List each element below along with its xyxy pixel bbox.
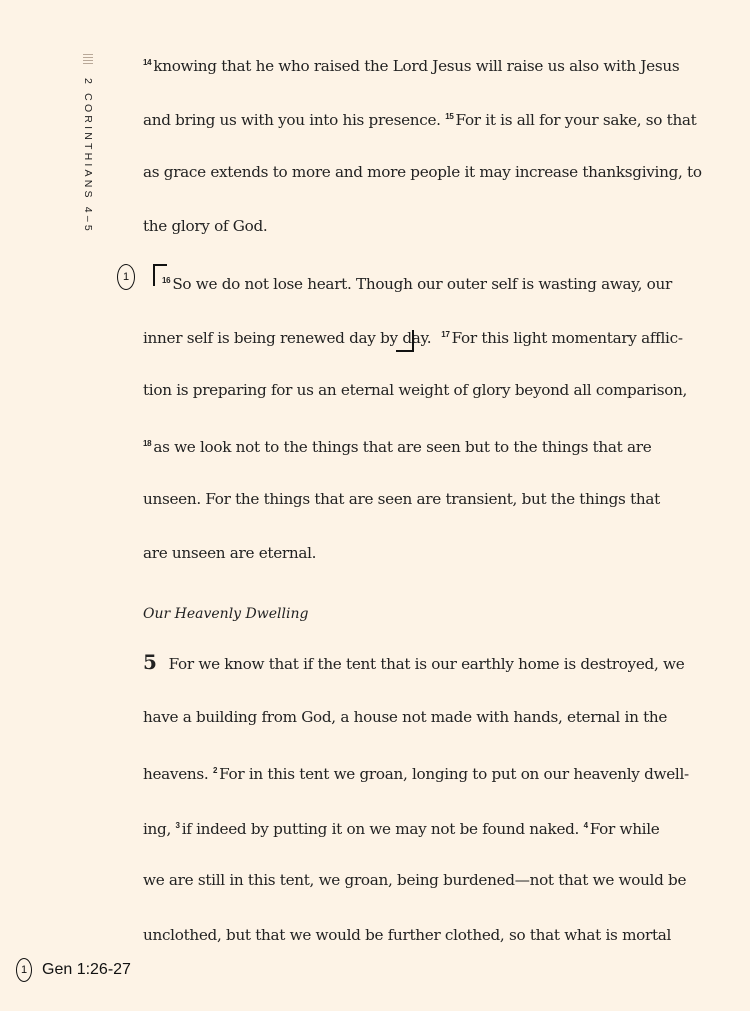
annotation-note-marker: 1 bbox=[16, 958, 32, 982]
text-line bbox=[143, 105, 697, 129]
text-line bbox=[162, 269, 672, 293]
verse-text: For it is all for your sake, so that bbox=[455, 111, 697, 129]
text-line bbox=[143, 487, 660, 511]
menu-icon[interactable] bbox=[83, 54, 93, 64]
chapter-number: 5 bbox=[143, 650, 157, 674]
verse-text: ing, bbox=[143, 820, 176, 838]
text-line bbox=[143, 432, 651, 456]
verse-number: 17 bbox=[441, 330, 450, 339]
text-line bbox=[143, 923, 672, 947]
verse-number: 18 bbox=[143, 439, 152, 448]
text-line bbox=[143, 160, 702, 184]
text-line bbox=[143, 868, 687, 892]
verse-number: 3 bbox=[175, 821, 180, 830]
verse-text: and bring us with you into his presence. bbox=[143, 111, 446, 129]
verse-text: as we look not to the things that are seen but to the things that are bbox=[153, 438, 652, 456]
verse-number: 4 bbox=[583, 821, 588, 830]
verse-text: For we know that if the tent that is our earthly home is destroyed, we bbox=[168, 655, 685, 673]
verse-text: if indeed by putting it on we may not be found naked. bbox=[181, 820, 584, 838]
verse-text: unclothed, but that we would be further clothed, so that what is mortal bbox=[143, 926, 672, 944]
text-line bbox=[143, 51, 680, 75]
running-head: 2 CORINTHIANS 4–5 bbox=[82, 78, 94, 234]
section-heading: Our Heavenly Dwelling bbox=[143, 606, 309, 622]
verse-text: the glory of God. bbox=[143, 217, 268, 235]
annotation-note-text: Gen 1:26-27 bbox=[42, 961, 131, 978]
verse-number: 16 bbox=[162, 276, 171, 285]
verse-text: heavens. bbox=[143, 765, 213, 783]
sidebar bbox=[80, 54, 96, 234]
annotation-marker[interactable]: 1 bbox=[117, 264, 135, 290]
text-line bbox=[143, 378, 688, 402]
verse-text: inner self is being renewed day by day. bbox=[143, 329, 432, 347]
verse-number: 14 bbox=[143, 58, 152, 67]
verse-text: For in this tent we groan, longing to put on our heavenly dwell- bbox=[219, 765, 689, 783]
text-line bbox=[143, 759, 689, 783]
text-line bbox=[143, 541, 651, 565]
text-line bbox=[143, 214, 651, 238]
close-bracket-mark bbox=[396, 330, 414, 352]
verse-text: have a building from God, a house not made with hands, eternal in the bbox=[143, 708, 668, 726]
annotation-note[interactable] bbox=[16, 958, 131, 982]
verse-number: 2 bbox=[212, 766, 218, 775]
text-line bbox=[143, 705, 668, 729]
text-line bbox=[143, 650, 685, 674]
verse-text: we are still in this tent, we groan, being burdened—not that we would be bbox=[143, 871, 687, 889]
text-line bbox=[143, 814, 660, 838]
open-bracket-mark bbox=[153, 264, 167, 286]
verse-text: So we do not lose heart. Though our outer self is wasting away, our bbox=[172, 275, 672, 293]
verse-text: For while bbox=[589, 820, 660, 838]
verse-text: are unseen are eternal. bbox=[143, 544, 317, 562]
verse-text: tion is preparing for us an eternal weight of glory beyond all comparison, bbox=[143, 381, 688, 399]
verse-text: For this light momentary afflic- bbox=[451, 329, 683, 347]
verse-text: as grace extends to more and more people it may increase thanksgiving, to bbox=[143, 163, 702, 181]
verse-text: knowing that he who raised the Lord Jesus will raise us also with Jesus bbox=[153, 57, 680, 75]
verse-text: unseen. For the things that are seen are transient, but the things that bbox=[143, 490, 660, 508]
verse-number: 15 bbox=[445, 112, 454, 121]
